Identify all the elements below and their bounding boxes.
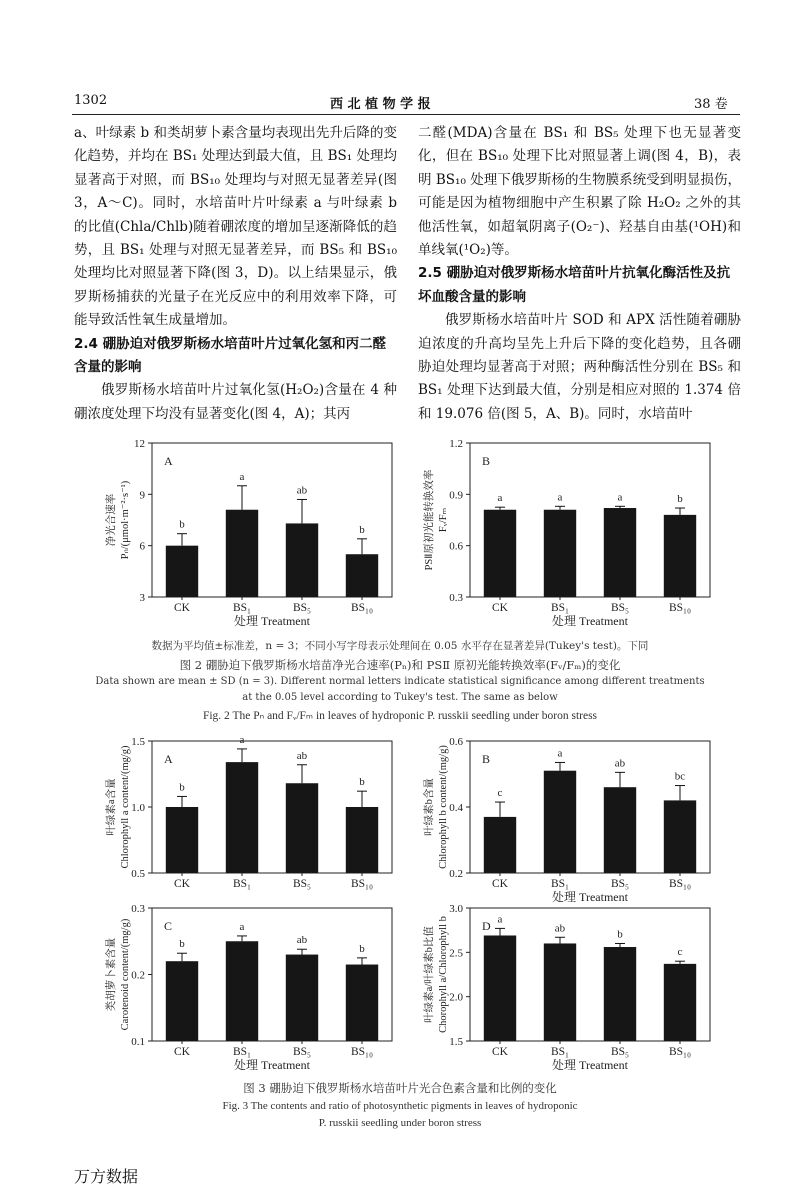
x-axis-title: 处理 Treatment <box>552 1058 628 1072</box>
paragraph: 二醛(MDA)含量在 BS₁ 和 BS₅ 处理下也无显著变化，但在 BS₁₀ 处理下比对照显著上调(图 4，B)，表明 BS₁₀ 处理下俄罗斯杨的生物膜系统受到明显损伤，可能是因为植物细胞中产生积累了除 H₂O₂ 之外的其他活性氧，如超氧阴离子(O₂⁻)、羟基自由基(¹OH)和单线氧(¹O₂)等。 <box>418 125 741 259</box>
x-category-label: BS₅ <box>610 602 630 614</box>
y-tick-label: 0.3 <box>131 903 145 915</box>
bar <box>346 554 378 597</box>
significance-letter: a <box>239 470 245 483</box>
y-axis-title-cn: 类胡萝卜素含量 <box>106 937 117 1012</box>
bar <box>604 947 636 1041</box>
y-axis-title-en: Pₙ/(μmol·m⁻²·s⁻¹) <box>120 480 131 560</box>
bar <box>604 787 636 873</box>
bar <box>166 546 198 597</box>
significance-letter: b <box>677 493 683 506</box>
fig3-caption-cn: 图 3 硼胁迫下俄罗斯杨水培苗叶片光合色素含量和比例的变化 <box>243 1081 557 1095</box>
y-tick-label: 1.0 <box>131 802 145 814</box>
right-column <box>418 122 741 426</box>
panel-label: A <box>164 752 173 766</box>
significance-letter: c <box>497 787 503 800</box>
significance-letter: b <box>179 518 185 531</box>
y-tick-label: 0.6 <box>449 540 463 553</box>
x-category-label: BS₁ <box>550 602 570 614</box>
significance-letter: b <box>617 928 623 941</box>
x-axis-title: 处理 Treatment <box>552 614 628 628</box>
chart-fig2-b <box>408 435 728 635</box>
chart-fig3-a <box>90 735 410 900</box>
x-category-label: CK <box>174 1046 190 1058</box>
panel-label: D <box>482 919 491 933</box>
left-column <box>74 122 397 426</box>
x-category-label: BS₅ <box>292 602 312 614</box>
significance-letter: a <box>557 491 563 504</box>
significance-letter: a <box>239 920 245 933</box>
significance-letter: bc <box>674 770 686 783</box>
bar <box>346 965 378 1041</box>
x-category-label: BS₁₀ <box>668 602 692 614</box>
y-axis-title-cn: 叶绿素a/叶绿素b比值 <box>424 926 435 1023</box>
journal-name: 西 北 植 物 学 报 <box>330 97 431 112</box>
significance-letter: ab <box>554 922 566 935</box>
significance-letter: ab <box>614 757 626 770</box>
x-category-label: BS₁ <box>550 1046 570 1058</box>
fig2-caption-cn: 图 2 硼胁迫下俄罗斯杨水培苗净光合速率(Pₙ)和 PSⅡ 原初光能转换效率(Fᵥ/Fₘ)的变化 <box>179 658 621 672</box>
x-category-label: CK <box>492 602 508 614</box>
significance-letter: a <box>497 913 503 926</box>
fig2-caption-note: 数据为平均值±标准差，n = 3；不同小写字母表示处理间在 0.05 水平存在显著差异(Tukey's test)。下同 <box>151 640 649 652</box>
paragraph: a、叶绿素 b 和类胡萝卜素含量均表现出先升后降的变化趋势，并均在 BS₁ 处理达到最大值，且 BS₁ 处理均显著高于对照，而 BS₁₀ 处理均与对照无显著差异(图 3，A～C)。同时，水培苗叶片叶绿素 a 与叶绿素 b 的比值(Chla/Chlb)随着硼浓度的增加呈逐渐降低的趋势，且 BS₁ 处理与对照无显著差异，而 BS₅ 和 BS₁₀ 处理均比对照显著下降(图 3，D)。以上结果显示，俄罗斯杨捕获的光量子在光反应中的利用效率下降，可能导致活性氧生成量增加。 <box>74 125 397 329</box>
x-category-label: BS₅ <box>610 1046 630 1058</box>
y-tick-label: 2.0 <box>449 991 463 1004</box>
y-axis-title-en: Carotenoid content/(mg/g) <box>120 918 131 1031</box>
significance-letter: a <box>617 491 623 504</box>
fig3-caption-en: Fig. 3 The contents and ratio of photosynthetic pigments in leaves of hydroponic <box>222 1100 578 1112</box>
significance-letter: b <box>359 776 365 789</box>
section-heading-2-4: 2.4 硼胁迫对俄罗斯杨水培苗叶片过氧化氢和丙二醛含量的影响 <box>74 335 387 376</box>
y-tick-label: 3 <box>139 592 145 604</box>
significance-letter: a <box>557 747 563 760</box>
y-tick-label: 9 <box>139 489 145 502</box>
y-axis-title-cn: 净光合速率 <box>106 493 117 547</box>
y-tick-label: 0.2 <box>131 969 145 982</box>
page-number: 1302 <box>74 93 108 108</box>
y-tick-label: 6 <box>139 540 145 553</box>
chart-fig3-d <box>408 900 728 1070</box>
bar <box>664 800 696 873</box>
y-axis-title-en: Chlorophyll b content/(mg/g) <box>438 745 449 869</box>
x-category-label: BS₁₀ <box>350 1046 374 1058</box>
bar <box>664 964 696 1041</box>
x-category-label: BS₁₀ <box>668 1046 692 1058</box>
fig2-caption-title-en: Fig. 2 The Pₙ and Fᵥ/Fₘ in leaves of hydroponic P. russkii seedling under boron stress <box>202 710 598 722</box>
bar <box>544 943 576 1041</box>
bar <box>286 523 318 597</box>
y-tick-label: 12 <box>134 438 145 450</box>
paragraph: 俄罗斯杨水培苗叶片 SOD 和 APX 活性随着硼胁迫浓度的升高均呈先上升后下降的变化趋势，且各硼胁迫处理均显著高于对照；两种酶活性分别在 BS₅ 和 BS₁ 处理下达到最大值，分别是相应对照的 1.374 倍和 19.076 倍(图 5，A、B)。同时，水培苗叶 <box>418 312 741 422</box>
volume-number: 38 卷 <box>694 97 728 112</box>
y-tick-label: 0.4 <box>449 802 463 814</box>
y-tick-label: 0.5 <box>131 868 145 880</box>
bar <box>484 817 516 873</box>
bar <box>664 515 696 597</box>
x-axis-title: 处理 Treatment <box>234 1058 310 1072</box>
significance-letter: ab <box>296 749 308 762</box>
bar <box>286 783 318 873</box>
x-category-label: CK <box>174 878 190 890</box>
bar <box>226 510 258 597</box>
significance-letter: ab <box>296 934 308 947</box>
watermark-source: 万方数据 <box>74 1167 139 1186</box>
y-tick-label: 1.5 <box>449 1036 463 1048</box>
y-axis-title-en: Chorophyll a/Chlorophyll b <box>438 916 449 1033</box>
significance-letter: c <box>677 946 683 959</box>
y-axis-title-cn: 叶绿素b含量 <box>424 778 435 836</box>
x-category-label: BS₅ <box>292 878 312 890</box>
x-category-label: CK <box>492 1046 508 1058</box>
paragraph: 俄罗斯杨水培苗叶片过氧化氢(H₂O₂)含量在 4 种硼浓度处理下均没有显著变化(图 4，A)；其丙 <box>74 382 397 422</box>
y-tick-label: 0.2 <box>449 868 463 880</box>
bar <box>286 955 318 1041</box>
panel-label: C <box>164 919 173 933</box>
significance-letter: ab <box>296 484 308 497</box>
significance-letter: b <box>359 942 365 955</box>
chart-fig3-c <box>90 900 410 1070</box>
bar <box>166 961 198 1041</box>
y-tick-label: 3.0 <box>449 903 463 915</box>
x-axis-title: 处理 Treatment <box>234 614 310 628</box>
x-category-label: BS₁₀ <box>350 602 374 614</box>
y-axis-title-en: Fᵥ/Fₘ <box>438 507 449 533</box>
significance-letter: b <box>179 781 185 794</box>
bar <box>484 935 516 1041</box>
x-category-label: BS₁ <box>232 602 252 614</box>
x-category-label: CK <box>174 602 190 614</box>
x-category-label: BS₅ <box>610 878 630 890</box>
bar <box>544 510 576 597</box>
chart-fig3-b <box>408 735 728 904</box>
x-category-label: BS₁ <box>232 878 252 890</box>
significance-letter: b <box>179 938 185 951</box>
significance-letter: a <box>239 733 245 746</box>
bar <box>166 807 198 873</box>
y-tick-label: 1.5 <box>131 736 145 748</box>
x-category-label: CK <box>492 878 508 890</box>
header-rule <box>72 114 740 115</box>
x-axis-title: 处理 Treatment <box>552 890 628 904</box>
significance-letter: b <box>359 523 365 536</box>
fig2-caption-en: at the 0.05 level according to Tukey's test. The same as below <box>242 692 558 703</box>
fig3-caption-en: P. russkii seedling under boron stress <box>318 1117 482 1129</box>
y-tick-label: 0.6 <box>449 736 463 748</box>
y-tick-label: 2.5 <box>449 947 463 960</box>
x-category-label: BS₁₀ <box>350 878 374 890</box>
fig2-caption-en: Data shown are mean ± SD (n = 3). Different normal letters indicate statistical significance among different treatments <box>95 676 705 687</box>
x-category-label: BS₅ <box>292 1046 312 1058</box>
y-axis-title-cn: PSⅡ原初光能转换效率 <box>424 469 435 571</box>
panel-label: B <box>482 454 491 468</box>
x-category-label: BS₁ <box>232 1046 252 1058</box>
section-heading-2-5: 2.5 硼胁迫对俄罗斯杨水培苗叶片抗氧化酶活性及抗坏血酸含量的影响 <box>418 265 731 305</box>
x-category-label: BS₁₀ <box>668 878 692 890</box>
y-axis-title-cn: 叶绿素a含量 <box>106 778 117 836</box>
bar <box>484 510 516 597</box>
y-axis-title-en: Chlorophyll a content/(mg/g) <box>120 745 131 869</box>
bar <box>346 807 378 873</box>
panel-label: A <box>164 454 173 468</box>
y-tick-label: 0.3 <box>449 592 463 604</box>
x-category-label: BS₁ <box>550 878 570 890</box>
bar <box>226 941 258 1041</box>
panel-label: B <box>482 752 491 766</box>
significance-letter: a <box>497 492 503 505</box>
y-tick-label: 0.1 <box>131 1036 145 1048</box>
bar <box>544 771 576 873</box>
chart-fig2-a <box>90 435 410 635</box>
y-tick-label: 1.2 <box>449 438 463 450</box>
bar <box>604 508 636 597</box>
bar <box>226 762 258 873</box>
y-tick-label: 0.9 <box>449 489 463 502</box>
